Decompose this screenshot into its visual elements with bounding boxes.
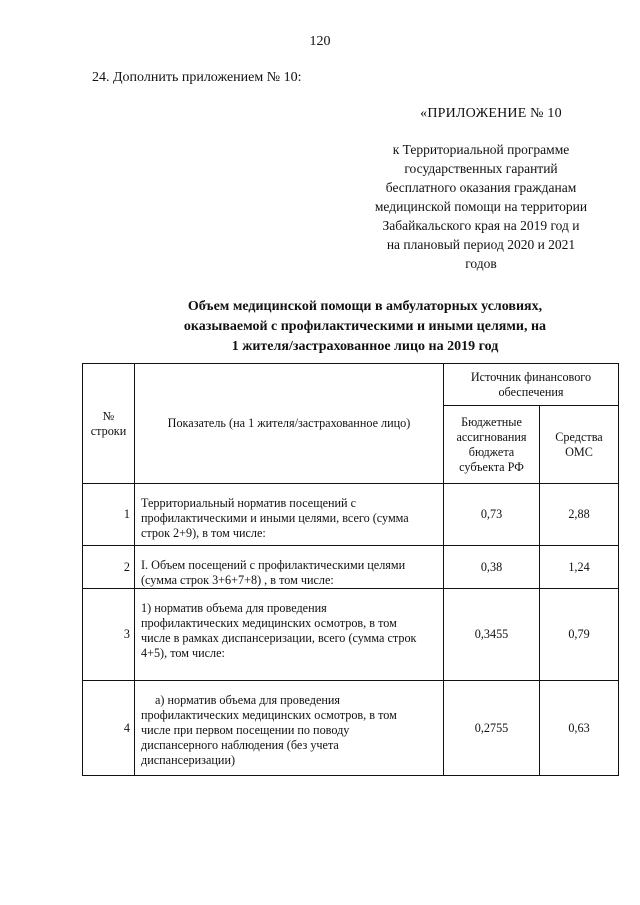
appendix-line: годов [465,256,497,271]
row-oms-value: 0,79 [540,589,619,681]
appendix-line: Забайкальского края на 2019 год и [382,218,580,233]
table-header-row [83,364,619,406]
header-funding-source: Источник финансового обеспечения [444,364,619,406]
row-budget-value: 0,38 [444,546,540,589]
row-oms-value: 2,88 [540,484,619,546]
row-number: 2 [83,546,135,589]
appendix-line: к Территориальной программе [392,142,570,157]
row-indicator: 1) норматив объема для проведения профилактических медицинских осмотров, в том числе в рамках диспансеризации, всего (сумма строк 4+5), том числе: [135,589,444,681]
page-number: 120 [309,34,331,49]
table-row [83,546,619,589]
table-row [83,681,619,776]
appendix-subtitle [356,140,606,273]
table-row [83,589,619,681]
row-number: 1 [83,484,135,546]
appendix-line: бесплатного оказания гражданам [385,180,577,195]
row-number: 3 [83,589,135,681]
row-budget-value: 0,3455 [444,589,540,681]
table-row [83,484,619,546]
appendix-line: государственных гарантий [404,161,558,176]
header-indicator: Показатель (на 1 жителя/застрахованное лицо) [135,364,444,484]
table-title-line: 1 жителя/застрахованное лицо на 2019 год [231,339,499,354]
volume-table [82,363,619,776]
row-budget-value: 0,2755 [444,681,540,776]
table-title [150,297,580,357]
amendment-instruction: 24. Дополнить приложением № 10: [92,70,302,85]
appendix-line: медицинской помощи на территории [374,199,588,214]
header-budget: Бюджетные ассигнования бюджета субъекта РФ [444,406,540,484]
table-title-line: Объем медицинской помощи в амбулаторных условиях, [187,299,543,314]
row-indicator: I. Объем посещений с профилактическими целями (сумма строк 3+6+7+8) , в том числе: [135,546,444,589]
appendix-line: на плановый период 2020 и 2021 [386,237,576,252]
row-indicator: а) норматив объема для проведения профилактических медицинских осмотров, в том числе при первом посещении по поводу диспансерного наблюдения (без учета диспансеризации) [135,681,444,776]
table-title-line: оказываемой с профилактическими и иными целями, на [183,319,547,334]
row-oms-value: 0,63 [540,681,619,776]
header-row-number: № строки [83,364,135,484]
row-indicator: Территориальный норматив посещений с профилактическими и иными целями, всего (сумма строк 2+9), в том числе: [135,484,444,546]
header-oms: Средства ОМС [540,406,619,484]
row-budget-value: 0,73 [444,484,540,546]
appendix-title: «ПРИЛОЖЕНИЕ № 10 [420,106,562,121]
row-number: 4 [83,681,135,776]
row-oms-value: 1,24 [540,546,619,589]
